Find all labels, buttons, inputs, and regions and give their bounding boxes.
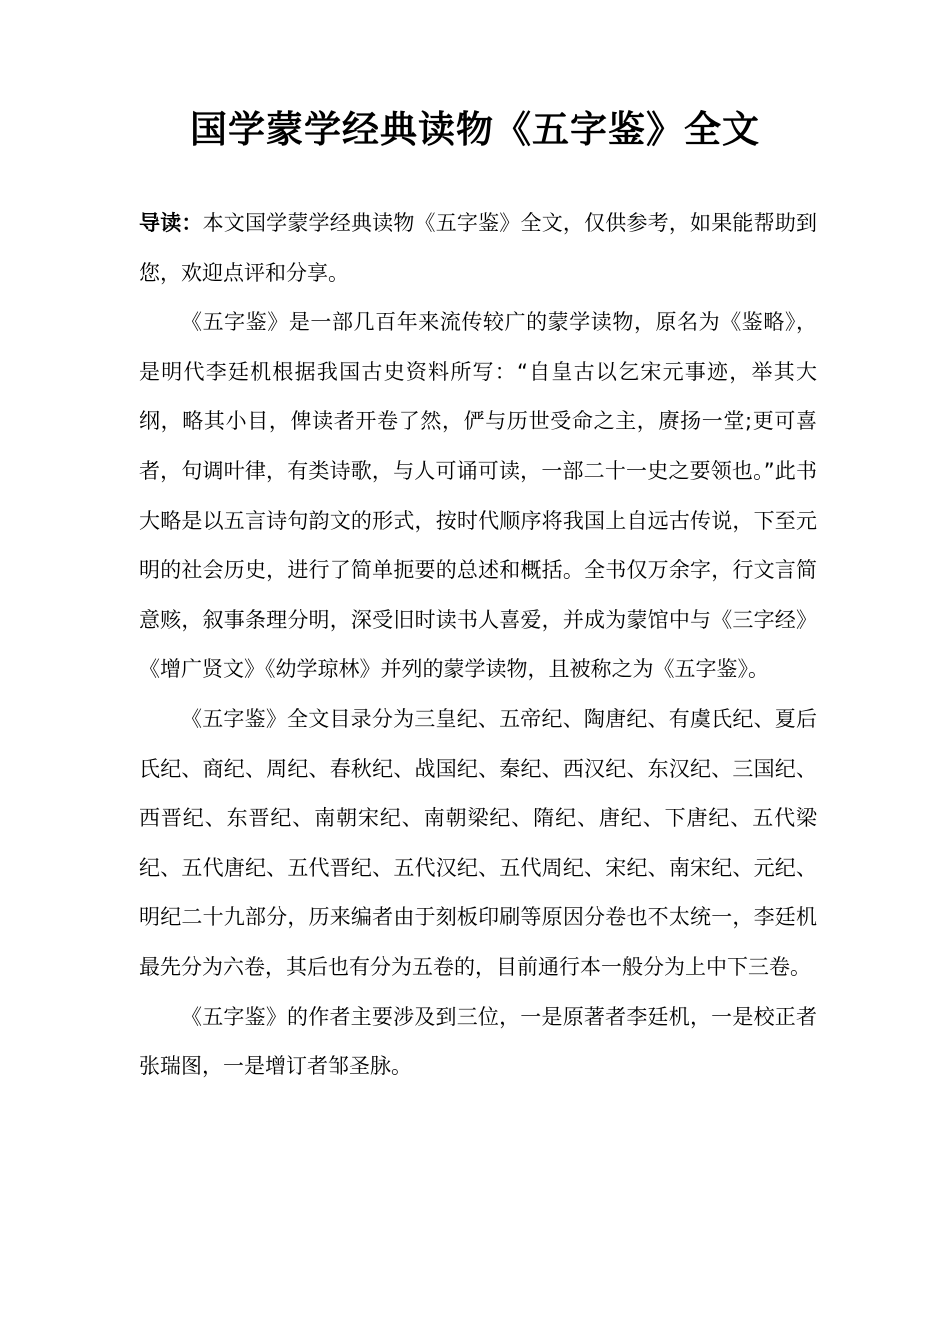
- body-paragraph: 《五字鉴》全文目录分为三皇纪、五帝纪、陶唐纪、有虞氏纪、夏后氏纪、商纪、周纪、春秋纪、战国纪、秦纪、西汉纪、东汉纪、三国纪、西晋纪、东晋纪、南朝宋纪、南朝梁纪、隋纪、唐纪、下唐纪、五代梁纪、五代唐纪、五代晋纪、五代汉纪、五代周纪、宋纪、南宋纪、元纪、明纪二十九部分，历来编者由于刻板印刷等原因分卷也不太统一，李廷机最先分为六卷，其后也有分为五卷的，目前通行本一般分为上中下三卷。: [139, 706, 817, 979]
- document-body: [139, 199, 817, 1092]
- intro-text: 本文国学蒙学经典读物《五字鉴》全文，仅供参考，如果能帮助到您，欢迎点评和分享。: [139, 211, 818, 285]
- intro-label: 导读：: [139, 211, 203, 235]
- intro-paragraph: [139, 199, 817, 298]
- body-paragraph: 《五字鉴》是一部几百年来流传较广的蒙学读物，原名为《鉴略》，是明代李廷机根据我国古史资料所写：“自皇古以乞宋元事迹，举其大纲，略其小目，俾读者开卷了然，俨与历世受命之主，赓扬一堂;更可喜者，句调叶律，有类诗歌，与人可诵可读，一部二十一史之要领也。”此书大略是以五言诗句韵文的形式，按时代顺序将我国上自远古传说，下至元明的社会历史，进行了简单扼要的总述和概括。全书仅万余字，行文言简意赅，叙事条理分明，深受旧时读书人喜爱，并成为蒙馆中与《三字经》《增广贤文》《幼学琼林》并列的蒙学读物，且被称之为《五字鉴》。: [139, 310, 817, 682]
- document-title: 国学蒙学经典读物《五字鉴》全文: [190, 108, 760, 151]
- body-paragraph: 《五字鉴》的作者主要涉及到三位，一是原著者李廷机，一是校正者张瑞图，一是增订者邹圣脉。: [139, 1004, 817, 1079]
